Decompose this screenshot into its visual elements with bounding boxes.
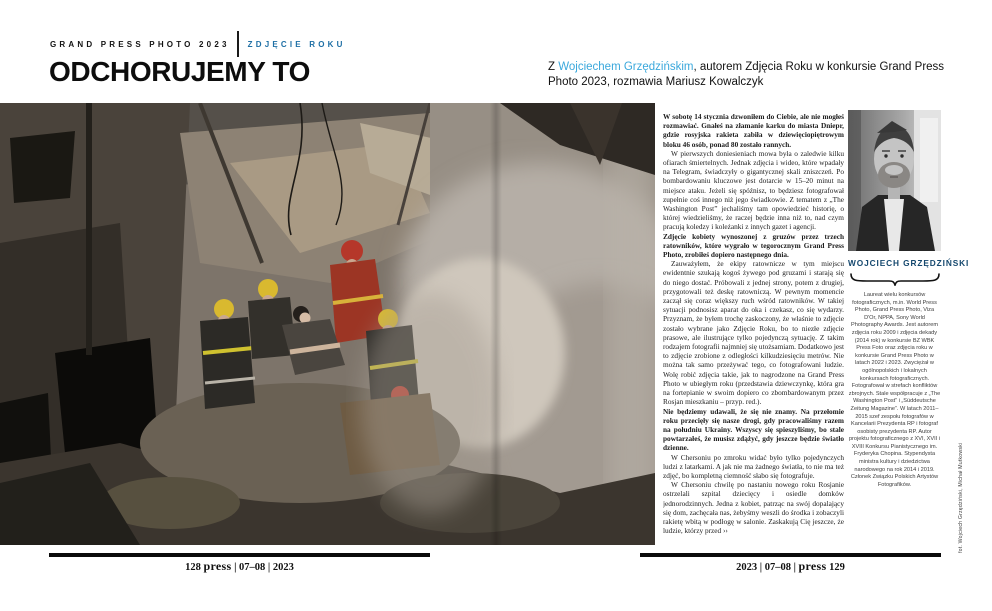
main-photo	[0, 103, 655, 545]
right-footer-rule	[640, 553, 941, 557]
interviewee-name: Wojciechem Grzędzińskim	[558, 61, 694, 73]
photo-credit: fot. Wojciech Grzędziński, Michał Mutkowski	[958, 442, 964, 553]
kicker-series: GRAND PRESS PHOTO 2023	[50, 39, 230, 49]
standfirst	[548, 60, 962, 90]
article-paragraph: W Chersoniu chwilę po nastaniu nowego roku Rosjanie ostrzelali szpital dziecięcy i osiedle domków jednorodzinnych. Jedna z kobiet, patrząc na swój dopalający się dom, zachęcała nas, żebyśmy weszli do środka i zobaczyli rakietę wbitą w podłogę w salonie. Zaskakują Cię jeszcze, że ludzie, którzy przed ››	[663, 480, 844, 536]
sidebar-person-name: WOJCIECH GRZĘDZIŃSKI	[848, 258, 970, 268]
headline: ODCHORUJEMY TO	[49, 56, 310, 87]
press-brand-left: press	[203, 559, 232, 573]
left-footer-rule	[49, 553, 430, 557]
article-paragraph: Zauważyłem, że ekipy ratownicze w tym miejscu ewidentnie szukają kogoś żywego pod gruzami i starają się do niego dostać. Próbowali z jednej strony, potem z drugiej, przygotowali też deskę ratowniczą. W pewnym momencie zaczął się coraz większy ruch wśród ratowników. W takiej sytuacji podnosisz aparat do oka i czekasz, co się wydarzy. Przyznam, że byłem trochę zaskoczony, że właśnie to zdjęcie zostało wybrane jako Zdjęcie Roku, bo to niezłe zdjęcie prasowe, ale ilustrujące tylko pojedynczą sytuację. Z takim rodzajem fotografii najmniej się utożsamiam. Dodatkowo jest to zdjęcie zrobione z odległości kilkudziesięciu metrów. Nie można tak samo przeżywać tego, co fotografowani ludzie. Wolę robić zdjęcia takie, jak to nagrodzone na Grand Press Photo w ubiegłym roku (przedstawia dziewczynkę, która gra na fortepianie w swoim dopiero co zbombardowanym przez Rosjan mieszkaniu – przyp. red.).	[663, 259, 844, 407]
kicker-section: ZDJĘCIE ROKU	[247, 39, 346, 49]
article-paragraph: W Chersoniu po zmroku widać było tylko pojedynczych ludzi z latarkami. A jak nie ma żadnego światła, to nie ma też zdjęć, bo kompletną ciemność słabo się fotografuje.	[663, 452, 844, 480]
press-brand-right: press	[798, 559, 827, 573]
article-column	[663, 112, 844, 562]
article-paragraph: W pierwszych doniesieniach mowa była o zaledwie kilku ofiarach śmiertelnych. Jednak zdjęcia i wideo, które wpadały na Telegram, świadczyły o gigantycznej skali zniszczeń. Po bombardowaniu kluczowe jest dotarcie w 15–20 minut na miejsce ataku. Jeżeli się spóźnisz, to będziesz fotografował zupełnie coś innego niż jego świadkowie. Z tematem z „The Washington Post” jechaliśmy tam opowiedzieć historię, o której wiedzieliśmy, że raczej będzie inna niż to, nad czym pracują koledzy i koleżanki z innych gazet i agencji.	[663, 148, 844, 232]
article-paragraph: Nie będziemy udawali, że się nie znamy. Na przełomie roku przecięły się nasze drogi, gdy pracowaliśmy razem na południu Ukrainy. Wszyscy się spieszyliśmy, bo stale powtarzałeś, że musisz zdążyć, gdy jeszcze będzie światło dzienne.	[663, 406, 844, 453]
right-issue: 2023 | 07–08 |	[736, 562, 796, 573]
standfirst-prefix: Z	[548, 61, 559, 73]
kicker-divider	[237, 31, 239, 57]
sidebar	[848, 110, 970, 489]
left-page-folio	[49, 559, 430, 574]
right-page-folio	[640, 559, 941, 574]
standfirst-rest: , autorem Zdjęcia Roku w konkursie Grand Press Photo 2023, rozmawia Mariusz Kowalczyk	[548, 61, 945, 88]
rescue-photo-illustration	[0, 103, 655, 545]
sidebar-bio: Laureat wielu konkursów fotograficznych, m.in. World Press Photo, Grand Press Photo, Viza D'Or, NPPA, Sony World Photography Awards. Jest autorem zdjęcia roku 2009 i zdjęcia dekady (2014 rok) w konkursie BZ WBK Press Foto oraz zdjęcia roku w konkursie Grand Press Photo w latach 2022 i 2023. Zwyciężał w ogólnopolskich i lokalnych konkursach fotograficznych. Fotografował w strefach konfliktów zbrojnych. Stale współpracuje z „The Washington Post” i „Süddeutsche Zeitung Magazine”. W latach 2011–2015 szef zespołu fotografów w Kancelarii Prezydenta RP i fotograf osobisty prezydenta RP. Autor projektu fotograficznego z XVI, XVII i XVIII Konkursu Pianistycznego im. Fryderyka Chopina. Stypendysta ministra kultury i dziedzictwa narodowego na rok 2014 i 2019. Członek Związku Polskich Artystów Fotografików.	[848, 292, 941, 488]
brace-ornament	[849, 272, 941, 286]
left-page-number: 128	[185, 562, 201, 573]
right-page-number: 129	[829, 562, 845, 573]
article-paragraph: Zdjęcie kobiety wynoszonej z gruzów przez trzech ratowników, które wygrało w tegorocznym Grand Press Photo, zrobiłeś dopiero następnego dnia.	[663, 231, 844, 260]
portrait-photo	[848, 110, 941, 251]
left-issue: | 07–08 | 2023	[234, 562, 294, 573]
kicker-row	[50, 33, 346, 55]
article-paragraph: W sobotę 14 stycznia dzwoniłem do Ciebie, ale nie mogłeś rozmawiać. Gnałeś na złamanie karku do miasta Dniepr, gdzie rosyjska rakieta zabiła w dziewięciopiętrowym bloku 46 osób, ponad 80 zostało rannych.	[663, 112, 844, 149]
portrait-illustration	[848, 110, 941, 251]
